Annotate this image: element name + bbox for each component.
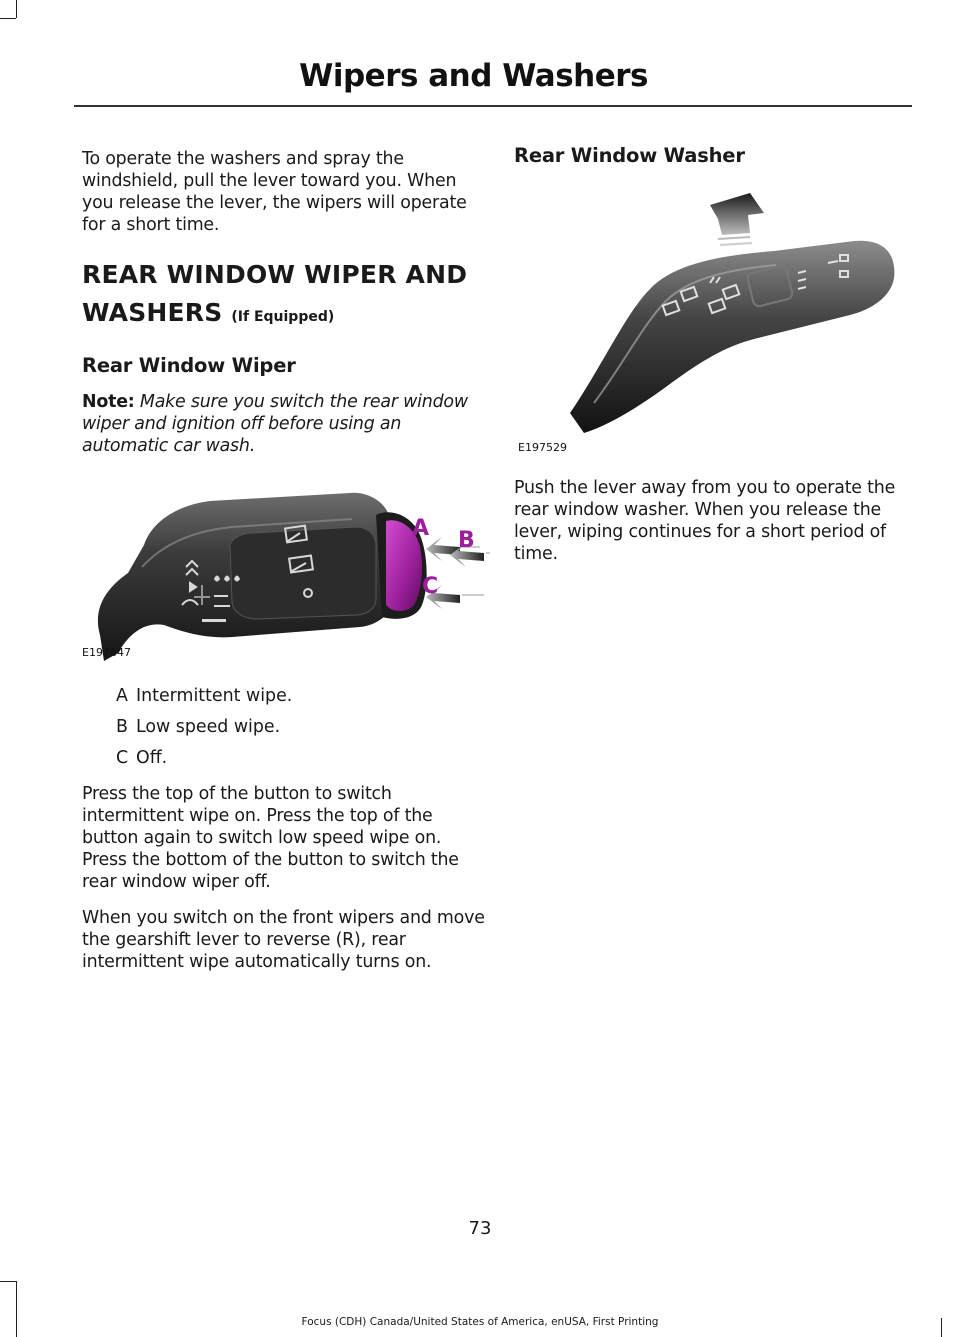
legend-key: B xyxy=(116,717,128,737)
crop-mark xyxy=(16,0,17,18)
legend-key: C xyxy=(116,748,129,768)
legend-key: A xyxy=(116,686,128,706)
section-heading-text: REAR WINDOW WIPER AND WASHERS xyxy=(82,260,468,327)
note-text: Make sure you switch the rear window wiper and ignition off before using an automatic car wash. xyxy=(82,392,468,456)
equipped-label: (If Equipped) xyxy=(231,309,335,325)
header-divider xyxy=(74,105,912,107)
left-column xyxy=(82,148,490,987)
page-title: Wipers and Washers xyxy=(299,58,648,94)
section-heading xyxy=(82,256,490,336)
page-number: 73 xyxy=(468,1218,492,1239)
rear-wiper-heading: Rear Window Wiper xyxy=(82,354,296,377)
crop-mark xyxy=(0,18,16,19)
legend-text: Low speed wipe. xyxy=(136,717,281,737)
callout-legend xyxy=(82,685,490,769)
legend-text: Off. xyxy=(136,748,168,768)
rear-wiper-figure xyxy=(82,475,490,663)
wiper-stalk-illustration xyxy=(82,475,490,663)
reverse-gear-text: When you switch on the front wipers and move the gearshift lever to reverse (R), rear intermittent wipe automatically turns on. xyxy=(82,908,485,972)
right-column xyxy=(514,144,922,579)
legend-row xyxy=(82,747,490,769)
callout-c: C xyxy=(422,574,439,599)
legend-row xyxy=(82,685,490,707)
callout-a: A xyxy=(412,516,430,541)
washer-intro-text: To operate the washers and spray the windshield, pull the lever toward you. When you release the lever, the wipers will operate for a short time. xyxy=(82,149,467,235)
callout-b: B xyxy=(458,528,475,553)
note-block xyxy=(82,391,490,457)
figure-code: E197647 xyxy=(82,646,131,659)
rear-washer-figure xyxy=(514,193,922,461)
rear-washer-heading: Rear Window Washer xyxy=(514,144,745,167)
note-label: Note: xyxy=(82,392,135,412)
button-instructions-text: Press the top of the button to switch intermittent wipe on. Press the top of the button again to switch low speed wipe on. Press the bottom of the button to switch the rear window wiper off. xyxy=(82,784,459,892)
legend-row xyxy=(82,716,490,738)
legend-text: Intermittent wipe. xyxy=(136,686,293,706)
washer-stalk-illustration xyxy=(514,193,912,453)
crop-mark xyxy=(16,1281,17,1337)
figure-code: E197529 xyxy=(518,441,567,454)
footer-text: Focus (CDH) Canada/United States of America, enUSA, First Printing xyxy=(301,1316,659,1328)
crop-mark xyxy=(0,1281,16,1282)
washer-instructions-text: Push the lever away from you to operate the rear window washer. When you release the lever, wiping continues for a short period of time. xyxy=(514,478,896,564)
